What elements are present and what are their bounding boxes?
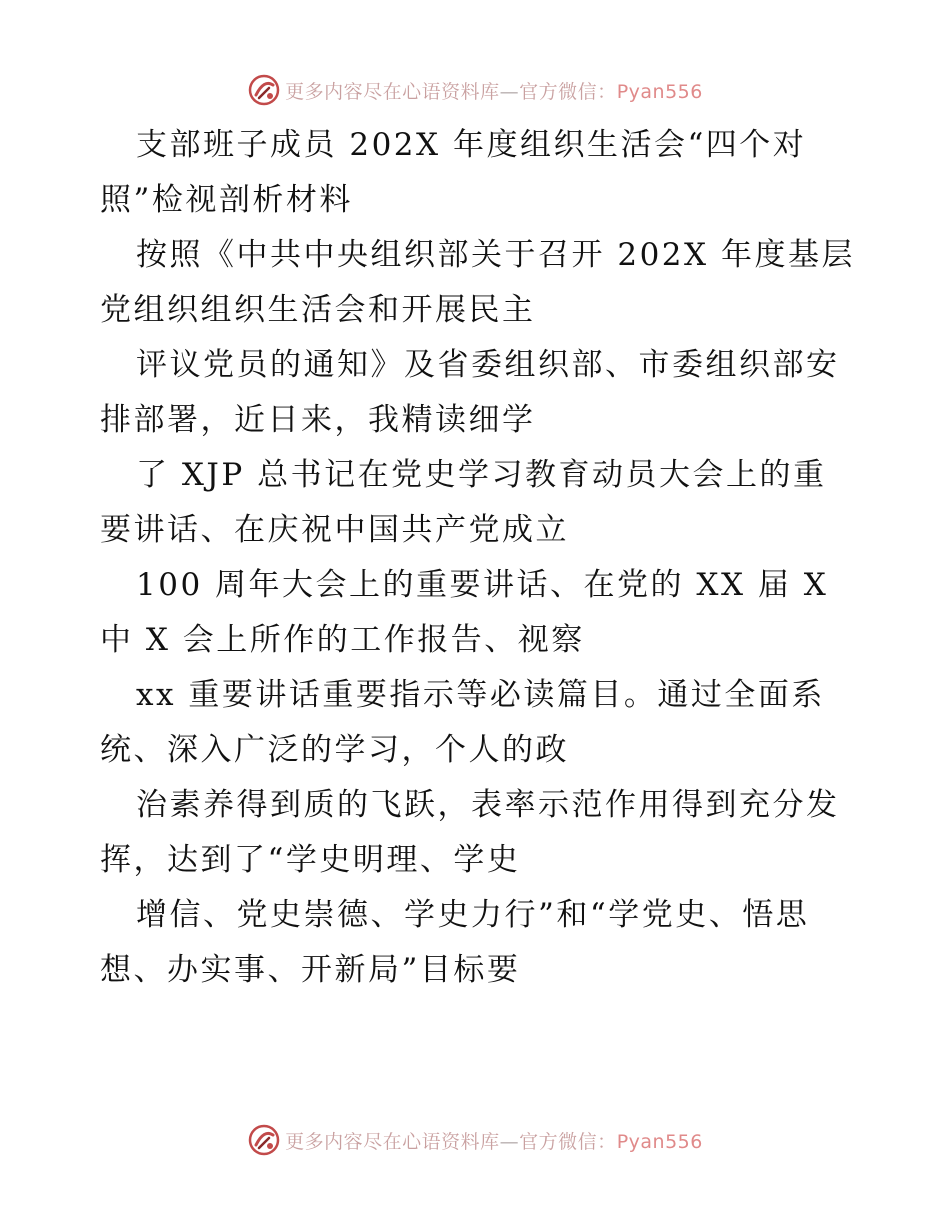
text-line: xx 重要讲话重要指示等必读篇目。通过全面系 — [136, 677, 825, 713]
text-line: 想、办实事、开新局”目标要 — [100, 952, 521, 988]
watermark-separator: — — [499, 80, 520, 103]
text-line: 评议党员的通知》及省委组织部、市委组织部安 — [136, 347, 840, 383]
watermark-text — [285, 77, 703, 104]
document-body — [0, 118, 950, 998]
watermark-id: Pyan556 — [616, 1130, 703, 1153]
text-line: 100 周年大会上的重要讲话、在党的 XX 届 X — [136, 567, 829, 603]
watermark-main: 更多内容尽在心语资料库 — [285, 80, 500, 103]
text-line: 照”检视剖析材料 — [100, 182, 353, 218]
watermark-label: 官方微信： — [519, 80, 617, 103]
text-line: 按照《中共中央组织部关于召开 202X 年度基层 — [136, 237, 855, 273]
watermark-text — [285, 1127, 703, 1154]
watermark-id: Pyan556 — [616, 80, 703, 103]
watermark-label: 官方微信： — [519, 1130, 617, 1153]
text-line: 了 XJP 总书记在党史学习教育动员大会上的重 — [136, 457, 827, 493]
text-line: 统、深入广泛的学习，个人的政 — [100, 732, 569, 768]
header-watermark — [0, 70, 950, 110]
text-line: 要讲话、在庆祝中国共产党成立 — [100, 512, 569, 548]
text-line: 增信、党史崇德、学史力行”和“学党史、悟思 — [136, 897, 810, 933]
text-line: 中 X 会上所作的工作报告、视察 — [100, 622, 585, 658]
seal-logo-icon — [247, 1123, 281, 1157]
seal-logo-icon — [247, 73, 281, 107]
text-line: 挥，达到了“学史明理、学史 — [100, 842, 521, 878]
watermark-main: 更多内容尽在心语资料库 — [285, 1130, 500, 1153]
text-line: 排部署，近日来，我精读细学 — [100, 402, 536, 438]
text-line: 党组织组织生活会和开展民主 — [100, 292, 536, 328]
watermark-separator: — — [499, 1130, 520, 1153]
text-line: 支部班子成员 202X 年度组织生活会“四个对 — [136, 127, 807, 163]
footer-watermark — [0, 1120, 950, 1160]
text-line: 治素养得到质的飞跃，表率示范作用得到充分发 — [136, 787, 840, 823]
